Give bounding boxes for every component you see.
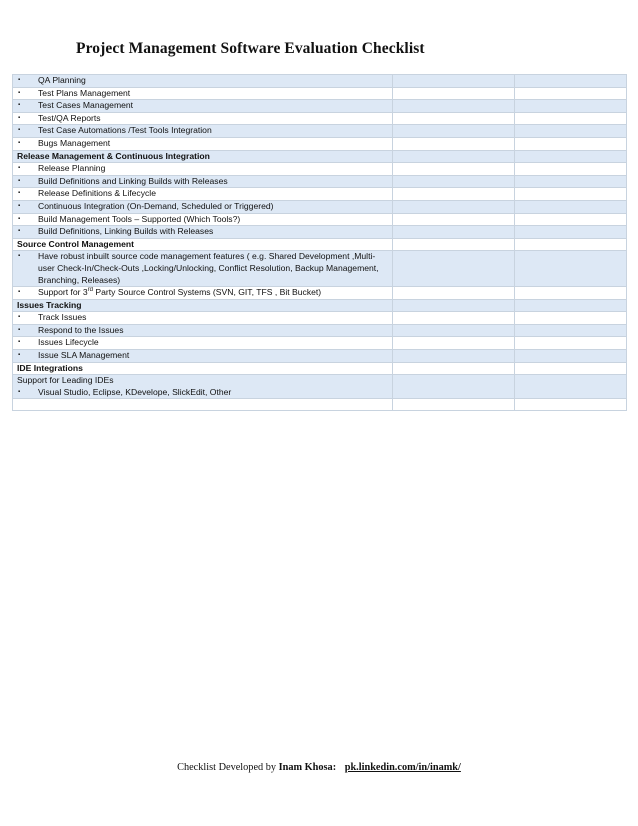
footer-linkedin-link[interactable]: pk.linkedin.com/in/inamk/ <box>344 762 461 773</box>
bullet-icon: ▪ <box>18 114 21 121</box>
notes-cell[interactable] <box>515 226 627 239</box>
notes-cell[interactable] <box>515 100 627 113</box>
item-text: Have robust inbuilt source code management features ( e.g. Shared Development ,Multi-user Check-In/Check-Outs ,Locking/Unlocking, Conflict Resolution, Backup Management, Branching, Releases) <box>38 251 379 285</box>
checklist-row <box>13 188 627 201</box>
checklist-row <box>13 238 627 251</box>
bullet-item <box>17 163 392 175</box>
notes-cell[interactable] <box>515 125 627 138</box>
footer-prefix: Checklist Developed by <box>177 762 277 773</box>
rating-cell[interactable] <box>393 350 515 363</box>
notes-cell[interactable] <box>515 299 627 312</box>
item-text: Release Definitions & Lifecycle <box>38 188 156 199</box>
item-text: Test Plans Management <box>38 87 131 98</box>
checklist-row <box>13 137 627 150</box>
rating-cell[interactable] <box>393 238 515 251</box>
checklist-row <box>13 200 627 213</box>
item-text: Test Case Automations /Test Tools Integration <box>38 125 212 136</box>
notes-cell[interactable] <box>515 399 627 411</box>
rating-cell[interactable] <box>393 150 515 163</box>
bullet-item <box>17 312 392 324</box>
rating-cell[interactable] <box>393 87 515 100</box>
footer-author: Inam Khosa: <box>278 762 337 773</box>
rating-cell[interactable] <box>393 112 515 125</box>
bullet-item <box>17 387 392 399</box>
checklist-row <box>13 163 627 176</box>
rating-cell[interactable] <box>393 287 515 300</box>
notes-cell[interactable] <box>515 87 627 100</box>
bullet-icon: ▪ <box>18 228 21 235</box>
rating-cell[interactable] <box>393 312 515 325</box>
bullet-icon: ▪ <box>18 102 21 109</box>
rating-cell[interactable] <box>393 75 515 88</box>
bullet-icon: ▪ <box>18 215 21 222</box>
bullet-icon: ▪ <box>18 127 21 134</box>
criterion-cell <box>13 312 393 325</box>
item-text: Build Definitions, Linking Builds with Releases <box>38 226 214 237</box>
section-heading: IDE Integrations <box>13 362 393 375</box>
bullet-icon: ▪ <box>18 314 21 321</box>
checklist-row <box>13 125 627 138</box>
criterion-cell <box>13 200 393 213</box>
item-text: Build Management Tools – Supported (Which Tools?) <box>38 213 241 224</box>
rating-cell[interactable] <box>393 200 515 213</box>
bullet-item <box>17 176 392 188</box>
subsection-heading: Support for Leading IDEs <box>17 375 114 386</box>
rating-cell[interactable] <box>393 163 515 176</box>
rating-cell[interactable] <box>393 299 515 312</box>
bullet-item <box>17 226 392 238</box>
rating-cell[interactable] <box>393 324 515 337</box>
bullet-icon: ▪ <box>18 388 21 395</box>
criterion-cell <box>13 87 393 100</box>
section-heading: Issues Tracking <box>13 299 393 312</box>
bullet-icon: ▪ <box>18 77 21 83</box>
notes-cell[interactable] <box>515 251 627 287</box>
item-text: Visual Studio, Eclipse, KDevelope, SlickEdit, Other <box>38 386 232 397</box>
rating-cell[interactable] <box>393 226 515 239</box>
item-text: Track Issues <box>38 312 87 323</box>
item-text: Respond to the Issues <box>38 324 124 335</box>
criterion-cell <box>13 324 393 337</box>
rating-cell[interactable] <box>393 375 515 399</box>
notes-cell[interactable] <box>515 188 627 201</box>
bullet-item <box>17 75 392 87</box>
rating-cell[interactable] <box>393 399 515 411</box>
notes-cell[interactable] <box>515 362 627 375</box>
bullet-item <box>17 113 392 125</box>
notes-cell[interactable] <box>515 324 627 337</box>
checklist-row <box>13 337 627 350</box>
checklist-row <box>13 75 627 88</box>
section-heading: Release Management & Continuous Integration <box>13 150 393 163</box>
item-text-part: Party Source Control Systems (SVN, GIT, TFS , Bit Bucket) <box>93 287 322 298</box>
checklist-row <box>13 350 627 363</box>
checklist-row <box>13 213 627 226</box>
item-text: Issues Lifecycle <box>38 337 99 348</box>
notes-cell[interactable] <box>515 213 627 226</box>
criterion-cell <box>13 163 393 176</box>
criterion-cell <box>13 188 393 201</box>
notes-cell[interactable] <box>515 238 627 251</box>
checklist-row <box>13 399 627 411</box>
checklist-row <box>13 312 627 325</box>
criterion-cell <box>13 287 393 300</box>
criterion-cell <box>13 175 393 188</box>
bullet-icon: ▪ <box>18 326 21 333</box>
bullet-icon: ▪ <box>18 352 21 359</box>
checklist-row <box>13 299 627 312</box>
criterion-cell <box>13 213 393 226</box>
item-text: QA Planning <box>38 75 86 85</box>
notes-cell[interactable] <box>515 137 627 150</box>
evaluation-checklist-table <box>12 74 627 411</box>
notes-cell[interactable] <box>515 287 627 300</box>
checklist-row <box>13 100 627 113</box>
item-text: Release Planning <box>38 163 106 174</box>
criterion-cell <box>13 137 393 150</box>
bullet-icon: ▪ <box>18 202 21 209</box>
criterion-cell <box>13 226 393 239</box>
checklist-row <box>13 175 627 188</box>
item-text-superscript: rd <box>87 287 94 294</box>
bullet-icon: ▪ <box>18 139 21 146</box>
document-title: Project Management Software Evaluation Checklist <box>76 40 425 57</box>
bullet-icon: ▪ <box>18 177 21 184</box>
notes-cell[interactable] <box>515 350 627 363</box>
rating-cell[interactable] <box>393 188 515 201</box>
criterion-cell <box>13 375 393 399</box>
notes-cell[interactable] <box>515 175 627 188</box>
rating-cell[interactable] <box>393 362 515 375</box>
bullet-item <box>17 125 392 137</box>
criterion-cell <box>13 337 393 350</box>
checklist-row <box>13 362 627 375</box>
bullet-item <box>17 138 392 150</box>
rating-cell[interactable] <box>393 251 515 287</box>
checklist-row <box>13 287 627 300</box>
checklist-row <box>13 324 627 337</box>
item-text: Bugs Management <box>38 137 111 148</box>
bullet-icon: ▪ <box>18 339 21 346</box>
bullet-item <box>17 201 392 213</box>
notes-cell[interactable] <box>515 312 627 325</box>
bullet-item <box>17 337 392 349</box>
item-text: Continuous Integration (On-Demand, Scheduled or Triggered) <box>38 200 274 211</box>
criterion-cell <box>13 399 393 411</box>
checklist-row <box>13 87 627 100</box>
rating-cell[interactable] <box>393 137 515 150</box>
item-text: Issue SLA Management <box>38 350 130 361</box>
bullet-icon: ▪ <box>18 289 21 296</box>
bullet-icon: ▪ <box>18 165 21 172</box>
rating-cell[interactable] <box>393 337 515 350</box>
criterion-cell <box>13 125 393 138</box>
notes-cell[interactable] <box>515 163 627 176</box>
criterion-cell <box>13 350 393 363</box>
footer-credit <box>0 762 638 773</box>
bullet-item <box>17 350 392 362</box>
bullet-item <box>17 214 392 226</box>
checklist-row <box>13 226 627 239</box>
item-text: Test/QA Reports <box>38 112 101 123</box>
checklist-row <box>13 150 627 163</box>
section-heading: Source Control Management <box>13 238 393 251</box>
item-text <box>38 287 392 299</box>
rating-cell[interactable] <box>393 175 515 188</box>
bullet-item <box>17 100 392 112</box>
notes-cell[interactable] <box>515 112 627 125</box>
bullet-item <box>17 287 392 299</box>
bullet-item <box>17 251 392 286</box>
bullet-item <box>17 325 392 337</box>
rating-cell[interactable] <box>393 100 515 113</box>
notes-cell[interactable] <box>515 375 627 399</box>
rating-cell[interactable] <box>393 213 515 226</box>
criterion-cell <box>13 251 393 287</box>
bullet-icon: ▪ <box>18 89 21 96</box>
notes-cell[interactable] <box>515 150 627 163</box>
bullet-icon: ▪ <box>18 253 21 260</box>
notes-cell[interactable] <box>515 75 627 88</box>
bullet-item <box>17 88 392 100</box>
item-text-part: Support for 3 <box>38 287 88 298</box>
checklist-row <box>13 375 627 399</box>
notes-cell[interactable] <box>515 337 627 350</box>
rating-cell[interactable] <box>393 125 515 138</box>
notes-cell[interactable] <box>515 200 627 213</box>
criterion-cell <box>13 112 393 125</box>
criterion-cell <box>13 100 393 113</box>
criterion-cell <box>13 75 393 88</box>
item-text: Build Definitions and Linking Builds with Releases <box>38 175 228 186</box>
checklist-row <box>13 251 627 287</box>
bullet-item <box>17 188 392 200</box>
checklist-row <box>13 112 627 125</box>
bullet-icon: ▪ <box>18 190 21 197</box>
item-text: Test Cases Management <box>38 100 134 111</box>
